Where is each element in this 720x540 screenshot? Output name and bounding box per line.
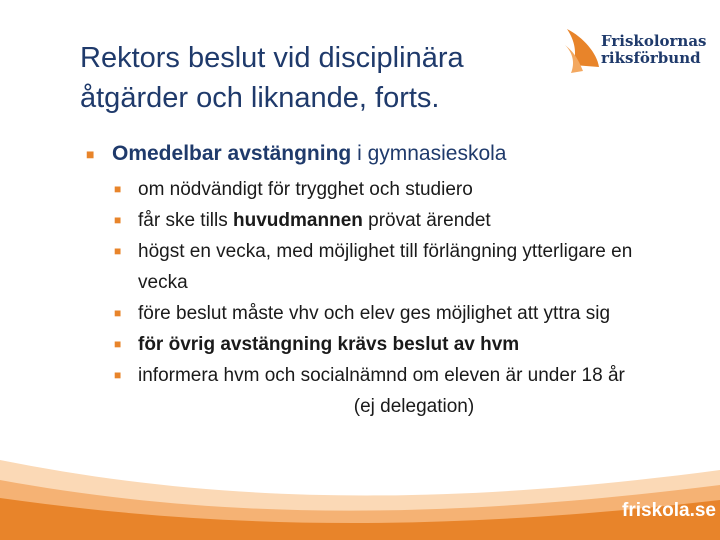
sail-logo-icon — [563, 27, 603, 77]
bullet-marker-icon: ■ — [114, 182, 122, 196]
sub-bullet-text: om nödvändigt för trygghet och studiero — [138, 179, 473, 200]
sub-bullet-text: för övrig avstängning krävs beslut av hvm — [138, 334, 520, 355]
bullet-marker-icon: ■ — [114, 368, 122, 382]
logo-text — [601, 33, 707, 67]
note-text: (ej delegation) — [353, 396, 475, 417]
sub-bullet — [112, 174, 686, 205]
friskolornas-logo — [563, 27, 707, 77]
main-bullet — [86, 138, 686, 170]
bullet-marker-icon: ■ — [114, 306, 122, 320]
sub-bullet — [112, 329, 686, 360]
sub-bullet-bold: huvudmannen — [233, 210, 363, 231]
sub-bullet — [112, 360, 686, 391]
main-bullet-bold: Omedelbar avstängning — [112, 142, 352, 165]
logo-line-2: riksförbund — [601, 49, 701, 67]
footer-wave-decoration — [0, 440, 720, 540]
logo-line-1: Friskolornas — [601, 32, 707, 50]
main-bullet-rest: i gymnasieskola — [351, 142, 507, 165]
bullet-marker-icon: ■ — [114, 213, 122, 227]
sub-bullet-text: informera hvm och socialnämnd om eleven är under 18 år — [138, 365, 625, 386]
bullet-marker-icon: ■ — [114, 337, 122, 351]
sub-bullet-text: före beslut måste vhv och elev ges möjlighet att yttra sig — [138, 303, 611, 324]
sub-bullet — [112, 298, 686, 329]
sub-bullet — [112, 205, 686, 236]
sub-bullet — [112, 236, 686, 298]
footer-site-link[interactable]: friskola.se — [622, 500, 716, 521]
bullet-marker-icon: ■ — [114, 244, 122, 258]
sub-bullet-text: högst en vecka, med möjlighet till förlängning ytterligare en vecka — [138, 241, 633, 293]
slide-title: Rektors beslut vid disciplinära åtgärder och liknande, forts. — [80, 42, 464, 114]
slide-content — [86, 138, 686, 422]
bullet-marker-icon: ■ — [86, 146, 95, 162]
sub-bullet-text: prövat ärendet — [362, 210, 491, 231]
sub-bullet-text: får ske tills — [138, 210, 234, 231]
sub-bullet-list — [86, 174, 686, 422]
